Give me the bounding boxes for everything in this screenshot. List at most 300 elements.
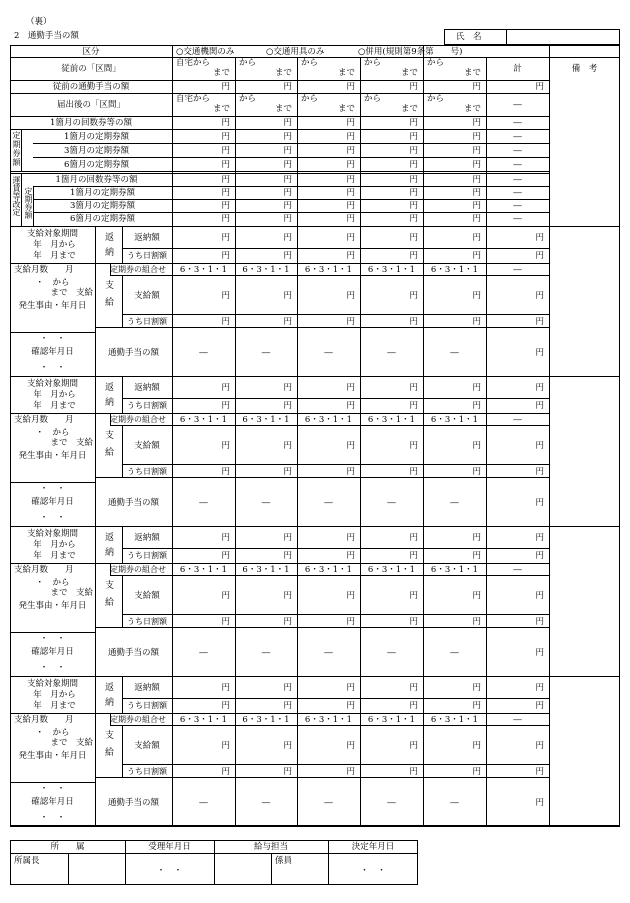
block4-shikyu-amount-label: 支給額 <box>134 741 160 751</box>
block3-event-label: 発生事由・年月日 <box>18 601 87 611</box>
block3-henno-cell[interactable]: 円 <box>221 533 230 543</box>
block4-henno-uchi-cell[interactable]: 円 <box>472 701 481 711</box>
block1-shikyu-cell[interactable]: 円 <box>283 291 292 301</box>
block3-henno-cell[interactable]: 円 <box>472 533 481 543</box>
block2-shikyu-uchi-cell[interactable]: 円 <box>283 467 292 477</box>
block3-shikyu-uchi-label: うち日割額 <box>127 617 167 626</box>
option-vehicle[interactable]: ○交通用具のみ <box>266 47 325 57</box>
amount-cell[interactable]: 円 <box>221 201 230 211</box>
block3-henno-uchi-cell[interactable]: 円 <box>221 551 230 561</box>
amount-cell[interactable]: 円 <box>346 214 355 224</box>
amount-cell[interactable]: 円 <box>221 132 230 142</box>
block1-confirm-date[interactable]: ・ ・ <box>39 363 66 373</box>
amount-cell[interactable]: 円 <box>221 146 230 156</box>
block3-shikyu-uchi-cell[interactable]: 円 <box>472 617 481 627</box>
block2-shikyu-uchi-cell[interactable]: 円 <box>346 467 355 477</box>
block1-period-to[interactable]: 年 月まで <box>33 251 76 261</box>
block4-shikyu-uchi-cell[interactable]: 円 <box>283 767 292 777</box>
block2-shikyu-uchi-cell[interactable]: 円 <box>535 467 544 477</box>
block1-confirm-label: 確認年月日 <box>31 347 74 357</box>
page-mark: （裏） <box>26 17 52 27</box>
block3-henno-cell[interactable]: 円 <box>283 533 292 543</box>
amount-cell[interactable]: 円 <box>346 132 355 142</box>
block4-event-label: 発生事由・年月日 <box>18 751 87 761</box>
amount-cell[interactable]: 円 <box>472 201 481 211</box>
prev-kukan-from-4[interactable]: から <box>364 58 382 68</box>
amount-cell[interactable]: 円 <box>472 118 481 128</box>
block2-combo-cell[interactable]: 6・3・1・1 <box>242 415 290 425</box>
amount-cell[interactable]: 円 <box>409 214 418 224</box>
amount-cell[interactable]: 円 <box>283 175 292 185</box>
new-kukan-from-5[interactable]: から <box>427 94 445 104</box>
block1-period-from[interactable]: 年 月から <box>33 240 76 250</box>
block2-shikyu-cell[interactable]: 円 <box>472 441 481 451</box>
block3-henno-cell[interactable]: 円 <box>346 533 355 543</box>
block3-henno-cell[interactable]: 円 <box>409 533 418 543</box>
block4-shikyu-uchi-cell[interactable]: 円 <box>221 767 230 777</box>
new-kukan-from-2[interactable]: から <box>239 94 257 104</box>
block2-period-label: 支給対象期間 <box>26 379 78 389</box>
amount-cell[interactable]: 円 <box>221 188 230 198</box>
amount-cell[interactable]: 円 <box>221 175 230 185</box>
block4-shikyu-uchi-cell[interactable]: 円 <box>535 767 544 777</box>
block4-shikyu-uchi-cell[interactable]: 円 <box>346 767 355 777</box>
block4-combo-label: 定期券の組合せ <box>110 715 166 724</box>
amount-cell[interactable]: 円 <box>346 188 355 198</box>
new-kukan-to-1[interactable]: まで <box>212 104 230 114</box>
block1-combo-cell[interactable]: 6・3・1・1 <box>367 265 416 275</box>
block4-combo-cell[interactable]: 6・3・1・1 <box>179 715 228 725</box>
block3-combo-cell[interactable]: 6・3・1・1 <box>179 565 228 575</box>
block2-shikyu-cell[interactable]: 円 <box>346 441 355 451</box>
block3-shikyu-cell[interactable]: 円 <box>283 591 292 601</box>
block1-shikyu-uchi-cell[interactable]: 円 <box>409 317 418 327</box>
amount-cell[interactable]: 円 <box>472 175 481 185</box>
block1-shikyu-cell[interactable]: 円 <box>472 291 481 301</box>
block2-pay-to[interactable]: まで 支給 <box>50 438 93 448</box>
block4-tsukin-dash: ― <box>199 798 208 808</box>
block4-shikyu-cell[interactable]: 円 <box>346 741 355 751</box>
block3-tsukin-dash: ― <box>387 648 396 658</box>
new-kukan-to-5[interactable]: まで <box>463 104 481 114</box>
block1-combo-cell[interactable]: 6・3・1・1 <box>242 265 290 275</box>
block1-henno-uchi-cell[interactable]: 円 <box>283 251 292 261</box>
block2-shikyu-uchi-cell[interactable]: 円 <box>409 467 418 477</box>
block1-tsukin-dash: ― <box>387 348 396 358</box>
new-kukan-from-3[interactable]: から <box>301 94 319 104</box>
block4-shikyu-uchi-cell[interactable]: 円 <box>409 767 418 777</box>
block3-combo-cell[interactable]: 6・3・1・1 <box>304 565 353 575</box>
block2-period-to[interactable]: 年 月まで <box>33 401 76 411</box>
block2-tsukin-dash: ― <box>324 498 333 508</box>
option-combined[interactable]: ○併用(規則第9条第 号) <box>358 47 463 57</box>
prev-kukan-to-3[interactable]: まで <box>337 68 355 78</box>
total-dash: ― <box>513 160 522 170</box>
name-field[interactable] <box>512 32 616 42</box>
total-dash: ― <box>513 188 522 198</box>
block1-shikyu-uchi-cell[interactable]: 円 <box>535 317 544 327</box>
block4-tsukin-total[interactable]: 円 <box>535 798 544 808</box>
block3-shikyu-amount-label: 支給額 <box>134 591 160 601</box>
block1-shikyu-uchi-cell[interactable]: 円 <box>221 317 230 327</box>
block2-henno-uchi-cell[interactable]: 円 <box>221 401 230 411</box>
block3-combo-cell[interactable]: 6・3・1・1 <box>430 565 479 575</box>
amount-cell[interactable]: 円 <box>221 214 230 224</box>
block2-period-from[interactable]: 年 月から <box>33 390 76 400</box>
kaisu-label: 1箇月の回数券等の額 <box>50 118 132 128</box>
amount-cell[interactable]: 円 <box>346 175 355 185</box>
block1-tsukin-dash: ― <box>324 348 333 358</box>
total-dash: ― <box>513 132 522 142</box>
block1-shikyu-cell[interactable]: 円 <box>346 291 355 301</box>
block2-shikyu-cell[interactable]: 円 <box>283 441 292 451</box>
block1-event-date[interactable]: ・ ・ <box>39 334 66 344</box>
block3-henno-amount-label: 返納額 <box>134 533 160 543</box>
block4-shikyu-cell[interactable]: 円 <box>472 741 481 751</box>
block4-period-label: 支給対象期間 <box>26 679 78 689</box>
block3-shikyu-uchi-cell[interactable]: 円 <box>283 617 292 627</box>
block4-tsukin-dash: ― <box>261 798 271 808</box>
block2-combo-cell[interactable]: 6・3・1・1 <box>367 415 416 425</box>
block3-tsukin-label: 通勤手当の額 <box>107 648 159 658</box>
amount-cell[interactable]: 円 <box>409 175 418 185</box>
block4-henno-uchi-cell[interactable]: 円 <box>535 701 544 711</box>
block2-months[interactable]: 支給月数 月 <box>14 415 74 425</box>
block2-pay-from[interactable]: ・ から <box>35 428 70 438</box>
block1-shikyu-uchi-cell[interactable]: 円 <box>283 317 292 327</box>
amount-cell[interactable]: 円 <box>472 214 481 224</box>
prev-kukan-to-2[interactable]: まで <box>274 68 292 78</box>
block4-period-to[interactable]: 年 月まで <box>33 701 76 711</box>
block3-shikyu-cell[interactable]: 円 <box>409 591 418 601</box>
block1-tsukin-label: 通勤手当の額 <box>107 348 159 358</box>
kei-header: 計 <box>513 64 522 74</box>
amount-cell[interactable]: 円 <box>472 160 481 170</box>
block3-period-to[interactable]: 年 月まで <box>33 551 76 561</box>
block1-tsukin-dash: ― <box>450 348 459 358</box>
amount-cell[interactable]: 円 <box>472 188 481 198</box>
kubun-header: 区分 <box>82 47 100 57</box>
block1-henno-cell[interactable]: 円 <box>409 233 418 243</box>
block4-henno-uchi-cell[interactable]: 円 <box>346 701 355 711</box>
kaisu-label-2: 1箇月の回数券等の額 <box>55 175 138 185</box>
block2-combo-total-dash: ― <box>513 415 522 425</box>
block3-tsukin-dash: ― <box>450 648 459 658</box>
block1-henno-cell[interactable]: 円 <box>221 233 230 243</box>
block4-period-from[interactable]: 年 月から <box>33 690 76 700</box>
block2-henno-uchi-cell[interactable]: 円 <box>283 401 292 411</box>
biko-header: 備 考 <box>571 64 598 74</box>
block3-shikyu-cell[interactable]: 円 <box>535 591 544 601</box>
block4-henno-cell[interactable]: 円 <box>283 683 292 693</box>
block4-henno-label: 返納 <box>103 682 113 712</box>
block2-henno-cell[interactable]: 円 <box>283 383 292 393</box>
new-kukan-from-4[interactable]: から <box>364 94 382 104</box>
block1-shikyu-uchi-label: うち日割額 <box>127 317 167 326</box>
block4-henno-uchi-cell[interactable]: 円 <box>221 701 230 711</box>
block3-shikyu-cell[interactable]: 円 <box>346 591 355 601</box>
block3-shikyu-uchi-cell[interactable]: 円 <box>409 617 418 627</box>
block3-shikyu-label: 支給 <box>103 580 113 614</box>
block1-shikyu-cell[interactable]: 円 <box>221 291 230 301</box>
total-dash: ― <box>513 118 522 128</box>
block4-shikyu-cell[interactable]: 円 <box>409 741 418 751</box>
block2-henno-uchi-cell[interactable]: 円 <box>409 401 418 411</box>
block4-tsukin-dash: ― <box>450 798 459 808</box>
block2-tsukin-dash: ― <box>199 498 208 508</box>
block4-shikyu-cell[interactable]: 円 <box>283 741 292 751</box>
prev-kukan-label: 従前の「区間」 <box>61 64 121 74</box>
block4-confirm-label: 確認年月日 <box>31 797 74 807</box>
block3-tsukin-dash: ― <box>261 648 271 658</box>
block1-henno-uchi-cell[interactable]: 円 <box>346 251 355 261</box>
block4-henno-uchi-cell[interactable]: 円 <box>283 701 292 711</box>
block4-combo-cell[interactable]: 6・3・1・1 <box>367 715 416 725</box>
amount-cell[interactable]: 円 <box>409 188 418 198</box>
block2-tsukin-dash: ― <box>387 498 396 508</box>
amount-cell[interactable]: 円 <box>221 160 230 170</box>
block2-tsukin-label: 通勤手当の額 <box>107 498 159 508</box>
block1-tsukin-dash: ― <box>261 348 271 358</box>
total-dash: ― <box>513 201 522 211</box>
block3-months[interactable]: 支給月数 月 <box>14 565 74 575</box>
block4-confirm-date[interactable]: ・ ・ <box>39 813 66 823</box>
footer-kettei-date[interactable]: ・ ・ <box>360 866 386 876</box>
prev-kukan-from-1[interactable]: 自宅から <box>176 58 211 68</box>
amount-cell[interactable]: 円 <box>346 82 355 92</box>
block1-henno-label: 返納 <box>103 232 113 262</box>
block4-shikyu-label: 支給 <box>103 730 113 764</box>
block2-henno-uchi-label: うち日割額 <box>127 401 167 410</box>
block3-henno-label: 返納 <box>103 532 113 562</box>
block3-event-date[interactable]: ・ ・ <box>39 634 66 644</box>
teiki2-vertical-label: 定期券額 <box>24 187 33 219</box>
block1-shikyu-cell[interactable]: 円 <box>409 291 418 301</box>
block3-shikyu-uchi-cell[interactable]: 円 <box>346 617 355 627</box>
amount-cell[interactable]: 円 <box>283 132 292 142</box>
amount-cell[interactable]: 円 <box>409 160 418 170</box>
block2-henno-uchi-cell[interactable]: 円 <box>346 401 355 411</box>
block1-pay-to[interactable]: まで 支給 <box>50 288 93 298</box>
block4-shikyu-cell[interactable]: 円 <box>221 741 230 751</box>
new-kukan-total: ― <box>513 100 522 110</box>
block1-henno-uchi-cell[interactable]: 円 <box>409 251 418 261</box>
prev-amount-label: 従前の通勤手当の額 <box>52 82 130 92</box>
block1-henno-uchi-cell[interactable]: 円 <box>472 251 481 261</box>
amount-cell[interactable]: 円 <box>409 201 418 211</box>
block1-shikyu-uchi-cell[interactable]: 円 <box>472 317 481 327</box>
footer-shozoku: 所 属 <box>50 842 85 852</box>
amount-cell[interactable]: 円 <box>346 146 355 156</box>
block3-henno-uchi-cell[interactable]: 円 <box>472 551 481 561</box>
new-kukan-to-4[interactable]: まで <box>400 104 418 114</box>
block2-henno-cell[interactable]: 円 <box>221 383 230 393</box>
block2-combo-cell[interactable]: 6・3・1・1 <box>304 415 353 425</box>
amount-cell[interactable]: 円 <box>472 132 481 142</box>
block4-henno-cell[interactable]: 円 <box>472 683 481 693</box>
block1-henno-cell[interactable]: 円 <box>283 233 292 243</box>
amount-cell[interactable]: 円 <box>409 146 418 156</box>
block2-tsukin-total[interactable]: 円 <box>535 498 544 508</box>
block2-shikyu-amount-label: 支給額 <box>134 441 160 451</box>
block3-henno-uchi-cell[interactable]: 円 <box>409 551 418 561</box>
amount-cell[interactable]: 円 <box>221 118 230 128</box>
amount-cell[interactable]: 円 <box>283 160 292 170</box>
block1-henno-amount-label: 返納額 <box>134 233 160 243</box>
block4-event-date[interactable]: ・ ・ <box>39 784 66 794</box>
block3-henno-uchi-cell[interactable]: 円 <box>346 551 355 561</box>
block2-confirm-date[interactable]: ・ ・ <box>39 513 66 523</box>
block1-shikyu-amount-label: 支給額 <box>134 291 160 301</box>
block3-shikyu-uchi-cell[interactable]: 円 <box>221 617 230 627</box>
amount-cell[interactable]: 円 <box>283 214 292 224</box>
amount-cell[interactable]: 円 <box>472 82 481 92</box>
amount-cell[interactable]: 円 <box>346 160 355 170</box>
block2-shikyu-cell[interactable]: 円 <box>535 441 544 451</box>
amount-cell[interactable]: 円 <box>283 82 292 92</box>
block2-henno-cell[interactable]: 円 <box>409 383 418 393</box>
block4-tsukin-dash: ― <box>324 798 333 808</box>
amount-cell[interactable]: 円 <box>221 82 230 92</box>
block2-henno-uchi-cell[interactable]: 円 <box>472 401 481 411</box>
block3-combo-cell[interactable]: 6・3・1・1 <box>367 565 416 575</box>
prev-kukan-to-5[interactable]: まで <box>463 68 481 78</box>
block4-tsukin-label: 通勤手当の額 <box>107 798 159 808</box>
block2-combo-cell[interactable]: 6・3・1・1 <box>179 415 228 425</box>
amount-cell[interactable]: 円 <box>409 132 418 142</box>
name-label: 氏 名 <box>456 32 482 42</box>
m6-label-2: 6箇月の定期券額 <box>70 214 135 224</box>
block4-combo-cell[interactable]: 6・3・1・1 <box>430 715 479 725</box>
block1-months[interactable]: 支給月数 月 <box>14 265 74 275</box>
block3-pay-to[interactable]: まで 支給 <box>50 588 93 598</box>
amount-cell[interactable]: 円 <box>283 118 292 128</box>
block1-combo-cell[interactable]: 6・3・1・1 <box>179 265 228 275</box>
block2-shikyu-cell[interactable]: 円 <box>409 441 418 451</box>
block4-henno-uchi-label: うち日割額 <box>127 701 167 710</box>
block3-tsukin-total[interactable]: 円 <box>535 648 544 658</box>
total-dash: ― <box>513 214 522 224</box>
block2-shikyu-uchi-label: うち日割額 <box>127 467 167 476</box>
block1-tsukin-total[interactable]: 円 <box>535 348 544 358</box>
block1-period-label: 支給対象期間 <box>26 229 78 239</box>
block4-shikyu-uchi-label: うち日割額 <box>127 767 167 776</box>
block2-henno-cell[interactable]: 円 <box>535 383 544 393</box>
prev-kukan-from-2[interactable]: から <box>239 58 257 68</box>
prev-kukan-to-4[interactable]: まで <box>400 68 418 78</box>
block1-henno-uchi-cell[interactable]: 円 <box>221 251 230 261</box>
block3-combo-cell[interactable]: 6・3・1・1 <box>242 565 290 575</box>
block2-henno-cell[interactable]: 円 <box>472 383 481 393</box>
block1-henno-uchi-cell[interactable]: 円 <box>535 251 544 261</box>
block3-shikyu-cell[interactable]: 円 <box>472 591 481 601</box>
block4-henno-uchi-cell[interactable]: 円 <box>409 701 418 711</box>
block4-shikyu-uchi-cell[interactable]: 円 <box>472 767 481 777</box>
block2-shikyu-label: 支給 <box>103 430 113 464</box>
amount-cell[interactable]: 円 <box>283 146 292 156</box>
amount-cell[interactable]: 円 <box>409 82 418 92</box>
block4-henno-cell[interactable]: 円 <box>346 683 355 693</box>
prev-amount-total[interactable]: 円 <box>535 82 544 92</box>
block3-period-from[interactable]: 年 月から <box>33 540 76 550</box>
block1-combo-cell[interactable]: 6・3・1・1 <box>430 265 479 275</box>
amount-cell[interactable]: 円 <box>283 188 292 198</box>
block3-shikyu-uchi-cell[interactable]: 円 <box>535 617 544 627</box>
prev-kukan-from-5[interactable]: から <box>427 58 445 68</box>
footer-juri-date[interactable]: ・ ・ <box>156 866 183 876</box>
block3-pay-from[interactable]: ・ から <box>35 578 70 588</box>
block3-shikyu-cell[interactable]: 円 <box>221 591 230 601</box>
block4-pay-to[interactable]: まで 支給 <box>50 738 93 748</box>
block3-henno-uchi-cell[interactable]: 円 <box>535 551 544 561</box>
block2-shikyu-cell[interactable]: 円 <box>221 441 230 451</box>
block3-henno-uchi-cell[interactable]: 円 <box>283 551 292 561</box>
option-transport[interactable]: ○交通機関のみ <box>176 47 235 57</box>
prev-kukan-to-1[interactable]: まで <box>212 68 230 78</box>
block4-combo-cell[interactable]: 6・3・1・1 <box>242 715 290 725</box>
block1-shikyu-label: 支給 <box>103 280 113 314</box>
amount-cell[interactable]: 円 <box>409 118 418 128</box>
block3-confirm-date[interactable]: ・ ・ <box>39 663 66 673</box>
m3-label-2: 3箇月の定期券額 <box>70 201 135 211</box>
block2-event-date[interactable]: ・ ・ <box>39 484 66 494</box>
block1-henno-cell[interactable]: 円 <box>535 233 544 243</box>
footer-kyuyo: 給与担当 <box>253 842 288 852</box>
prev-kukan-from-3[interactable]: から <box>301 58 319 68</box>
block1-combo-cell[interactable]: 6・3・1・1 <box>304 265 353 275</box>
m1-label-2: 1箇月の定期券額 <box>70 188 135 198</box>
block2-henno-cell[interactable]: 円 <box>346 383 355 393</box>
block4-shikyu-cell[interactable]: 円 <box>535 741 544 751</box>
block4-henno-cell[interactable]: 円 <box>221 683 230 693</box>
block4-months[interactable]: 支給月数 月 <box>14 715 74 725</box>
block2-henno-uchi-cell[interactable]: 円 <box>535 401 544 411</box>
new-kukan-to-3[interactable]: まで <box>337 104 355 114</box>
amount-cell[interactable]: 円 <box>472 146 481 156</box>
amount-cell[interactable]: 円 <box>283 201 292 211</box>
new-kukan-from-1[interactable]: 自宅から <box>176 94 211 104</box>
new-kukan-to-2[interactable]: まで <box>274 104 292 114</box>
block2-combo-label: 定期券の組合せ <box>110 415 166 424</box>
block4-pay-from[interactable]: ・ から <box>35 728 70 738</box>
block1-shikyu-uchi-cell[interactable]: 円 <box>346 317 355 327</box>
block2-shikyu-uchi-cell[interactable]: 円 <box>221 467 230 477</box>
unchin-vertical-label: 運賃等改定 <box>12 176 21 216</box>
block1-pay-from[interactable]: ・ から <box>35 278 70 288</box>
block4-henno-cell[interactable]: 円 <box>409 683 418 693</box>
amount-cell[interactable]: 円 <box>346 201 355 211</box>
block4-henno-cell[interactable]: 円 <box>535 683 544 693</box>
block4-combo-cell[interactable]: 6・3・1・1 <box>304 715 353 725</box>
block2-combo-cell[interactable]: 6・3・1・1 <box>430 415 479 425</box>
block3-tsukin-dash: ― <box>324 648 333 658</box>
new-kukan-label: 届出後の「区間」 <box>56 100 125 110</box>
section-title: 2 通勤手当の額 <box>14 31 79 41</box>
m6-label: 6箇月の定期券額 <box>64 160 129 170</box>
block3-tsukin-dash: ― <box>199 648 208 658</box>
footer-shozokucho: 所属長 <box>14 856 40 866</box>
block1-henno-cell[interactable]: 円 <box>472 233 481 243</box>
total-dash: ― <box>513 175 522 185</box>
amount-cell[interactable]: 円 <box>346 118 355 128</box>
block2-shikyu-uchi-cell[interactable]: 円 <box>472 467 481 477</box>
block1-henno-cell[interactable]: 円 <box>346 233 355 243</box>
block1-shikyu-cell[interactable]: 円 <box>535 291 544 301</box>
block4-henno-amount-label: 返納額 <box>134 683 160 693</box>
m1-label: 1箇月の定期券額 <box>64 132 129 142</box>
block1-combo-total-dash: ― <box>513 265 522 275</box>
block3-henno-cell[interactable]: 円 <box>535 533 544 543</box>
